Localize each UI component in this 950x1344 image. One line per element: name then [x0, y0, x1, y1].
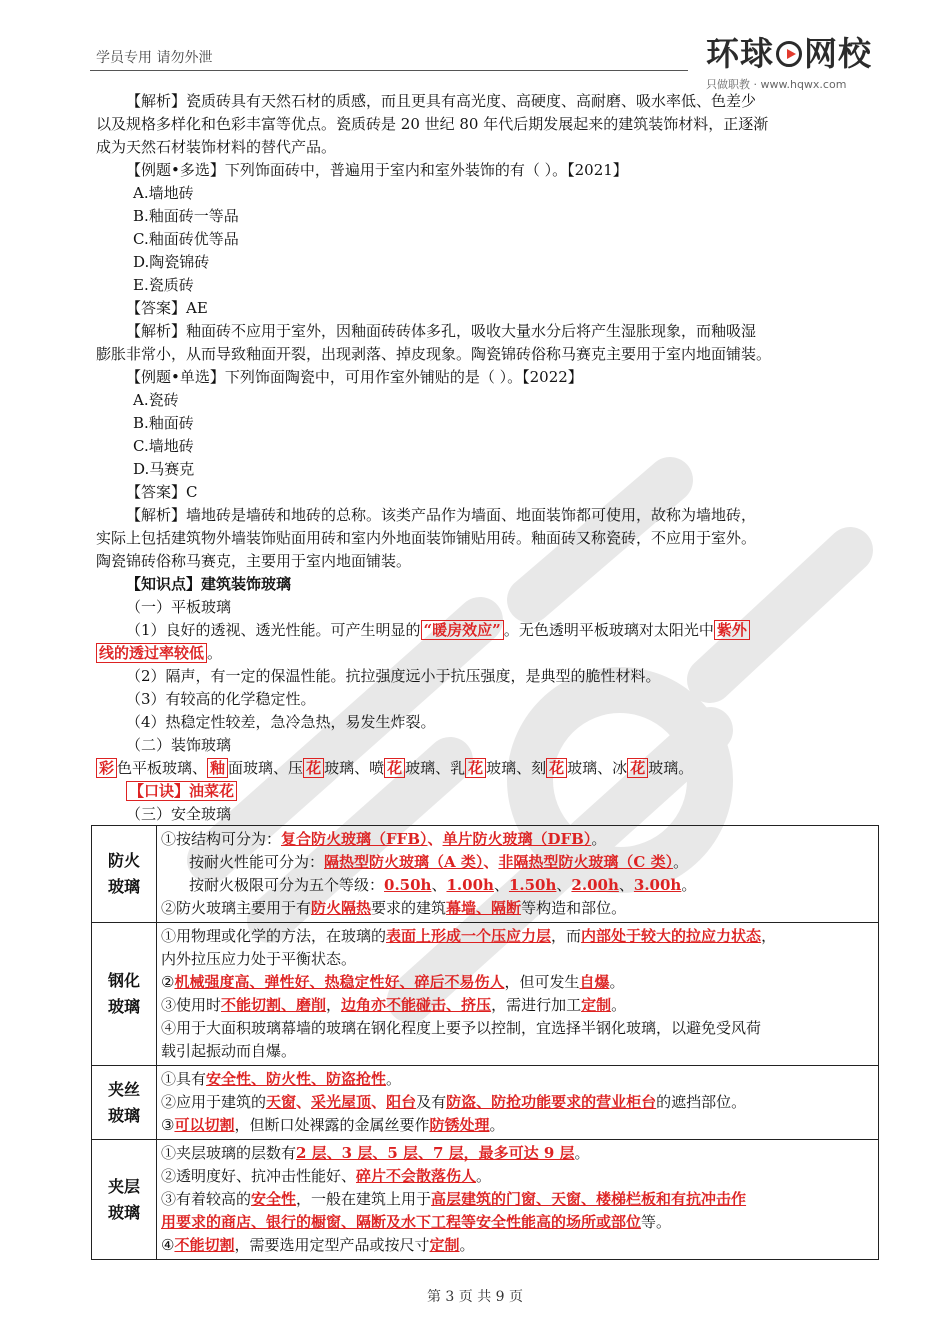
key-char-3: 花	[303, 758, 324, 778]
q1-option-e: E.瓷质砖	[133, 276, 194, 294]
q2-analysis-c: 陶瓷锦砖俗称马赛克，主要用于室内地面铺装。	[96, 552, 412, 570]
section-2-title: （二）装饰玻璃	[126, 736, 232, 754]
q1-option-d: D.陶瓷锦砖	[133, 253, 210, 271]
row-label-tempered: 钢化 玻璃	[92, 923, 157, 1066]
q2-answer: 【答案】C	[126, 483, 198, 501]
q1-option-a: A.墙地砖	[133, 184, 194, 202]
s1-point-4: （4）热稳定性较差，急冷急热，易发生炸裂。	[126, 713, 436, 731]
table-row-fire	[92, 826, 879, 923]
brand-logo	[706, 34, 876, 96]
key-char-2: 釉	[207, 758, 228, 778]
table-row-laminated	[92, 1140, 879, 1260]
s1-point-1-cont: 线的透过率较低 。	[96, 642, 882, 665]
safety-glass-table	[91, 825, 879, 1260]
para-analysis-1c: 成为天然石材装饰材料的替代产品。	[96, 138, 337, 156]
q2-option-d: D.马赛克	[133, 460, 195, 478]
key-char-5: 花	[465, 758, 486, 778]
logo-text-b: 网校	[804, 34, 872, 73]
row-content-tempered: ①用物理或化学的方法，在玻璃的表面上形成一个压应力层，而内部处于较大的拉应力状态， 内外拉压应力处于平衡状态。 ②机械强度高、弹性好、热稳定性好、碎后不易伤人，但可发生自爆。 ③使用时不能切割、磨削，边角亦不能碰击、挤压，需进行加工定制。 ④用于大面积玻璃幕墙的玻璃在钢化程度上要予以控制，宜选择半钢化玻璃，以避免受风荷 载引起振动而自爆。	[157, 923, 879, 1066]
header-rule	[90, 70, 688, 71]
q1-analysis-a: 【解析】釉面砖不应用于室外，因釉面砖砖体多孔，吸收大量水分后将产生湿胀现象，而釉吸湿	[126, 322, 757, 340]
row-content-laminated: ①夹层玻璃的层数有2 层、3 层、5 层、7 层，最多可达 9 层。 ②透明度好、抗冲击性能好、碎片不会散落伤人。 ③有着较高的安全性，一般在建筑上用于高层建筑的门窗、天窗、楼梯栏板和有抗冲击作 用要求的商店、银行的橱窗、隔断及水下工程等安全性能高的场所或部位等。 ④不能切割，需要选用定型产品或按尺寸定制。	[157, 1140, 879, 1260]
row-label-laminated: 夹层 玻璃	[92, 1140, 157, 1260]
section-3-title: （三）安全玻璃	[126, 805, 232, 823]
para-analysis-1a: 【解析】瓷质砖具有天然石材的质感，而且更具有高光度、高硬度、高耐磨、吸水率低、色差少	[126, 92, 757, 110]
q2-analysis-b: 实际上包括建筑物外墙装饰贴面用砖和室内外地面装饰铺贴用砖。釉面砖又称瓷砖，不应用于室外。	[96, 529, 757, 547]
s1-point-3: （3）有较高的化学稳定性。	[126, 690, 316, 708]
q1-option-b: B.釉面砖一等品	[133, 207, 239, 225]
row-label-wired: 夹丝 玻璃	[92, 1066, 157, 1140]
q2-option-c: C.墙地砖	[133, 437, 194, 455]
section-1-title: （一）平板玻璃	[126, 598, 232, 616]
decorative-glass-list: 彩 色平板玻璃、 釉 面玻璃、压 花 玻璃、喷 花 玻璃、乳 花 玻璃、刻 花 玻璃、冰 花 玻璃。	[96, 757, 882, 780]
q1-stem: 【例题•多选】下列饰面砖中，普遍用于室内和室外装饰的有（ ）。【2021】	[126, 161, 628, 179]
q2-analysis-a: 【解析】墙地砖是墙砖和地砖的总称。该类产品作为墙面、地面装饰都可使用，故称为墙地砖，	[126, 506, 757, 524]
q2-option-b: B.釉面砖	[133, 414, 194, 432]
uv-highlight-b: 线的透过率较低	[96, 643, 207, 663]
row-content-wired: ①具有安全性、防火性、防盗抢性。 ②应用于建筑的天窗、采光屋顶、阳台及有防盗、防抢功能要求的营业柜台的遮挡部位。 ③可以切割，但断口处裸露的金属丝要作防锈处理。	[157, 1066, 879, 1140]
mnemonic-line	[96, 780, 882, 803]
logo-subtitle: 只做职教 · www.hqwx.com	[706, 78, 847, 91]
q2-option-a: A.瓷砖	[133, 391, 179, 409]
logo-text-a: 环球	[706, 34, 774, 73]
s1-point-1: （1）良好的透视、透光性能。可产生明显的 “暖房效应” 。无色透明平板玻璃对太阳光中 紫外	[96, 619, 882, 642]
key-char-1: 彩	[96, 758, 117, 778]
uv-highlight-a: 紫外	[714, 620, 750, 640]
key-char-6: 花	[546, 758, 567, 778]
mnemonic: 【口诀】油菜花	[126, 781, 237, 801]
page-number: 第 3 页 共 9 页	[426, 1289, 524, 1305]
q1-answer: 【答案】AE	[126, 299, 208, 317]
para-analysis-1b: 以及规格多样化和色彩丰富等优点。瓷质砖是 20 世纪 80 年代后期发展起来的建筑装饰材料，正逐渐	[96, 115, 769, 133]
table-row-tempered	[92, 923, 879, 1066]
greenhouse-effect-highlight: “暖房效应”	[421, 620, 504, 640]
document-body	[96, 90, 882, 826]
row-label-fire: 防火 玻璃	[92, 826, 157, 923]
play-icon	[776, 41, 802, 67]
knowledge-title: 【知识点】建筑装饰玻璃	[126, 575, 292, 593]
row-content-fire: ①按结构可分为：复合防火玻璃（FFB）、单片防火玻璃（DFB）。 按耐火性能可分为：隔热型防火玻璃（A 类）、非隔热型防火玻璃（C 类）。 按耐火极限可分为五个等级：0.50h、1.00h、1.50h、2.00h、3.00h。 ②防火玻璃主要用于有防火隔热要求的建筑幕墙、隔断等构造和部位。	[157, 826, 879, 923]
q2-stem: 【例题•单选】下列饰面陶瓷中，可用作室外铺贴的是（ ）。【2022】	[126, 368, 583, 386]
s1-point-2: （2）隔声，有一定的保温性能。抗拉强度远小于抗压强度，是典型的脆性材料。	[126, 667, 661, 685]
header-left-text: 学员专用 请勿外泄	[96, 50, 213, 66]
q1-analysis-b: 膨胀非常小，从而导致釉面开裂，出现剥落、掉皮现象。陶瓷锦砖俗称马赛克主要用于室内地面铺装。	[96, 345, 772, 363]
key-char-4: 花	[384, 758, 405, 778]
q1-option-c: C.釉面砖优等品	[133, 230, 239, 248]
key-char-7: 花	[627, 758, 648, 778]
table-row-wired	[92, 1066, 879, 1140]
